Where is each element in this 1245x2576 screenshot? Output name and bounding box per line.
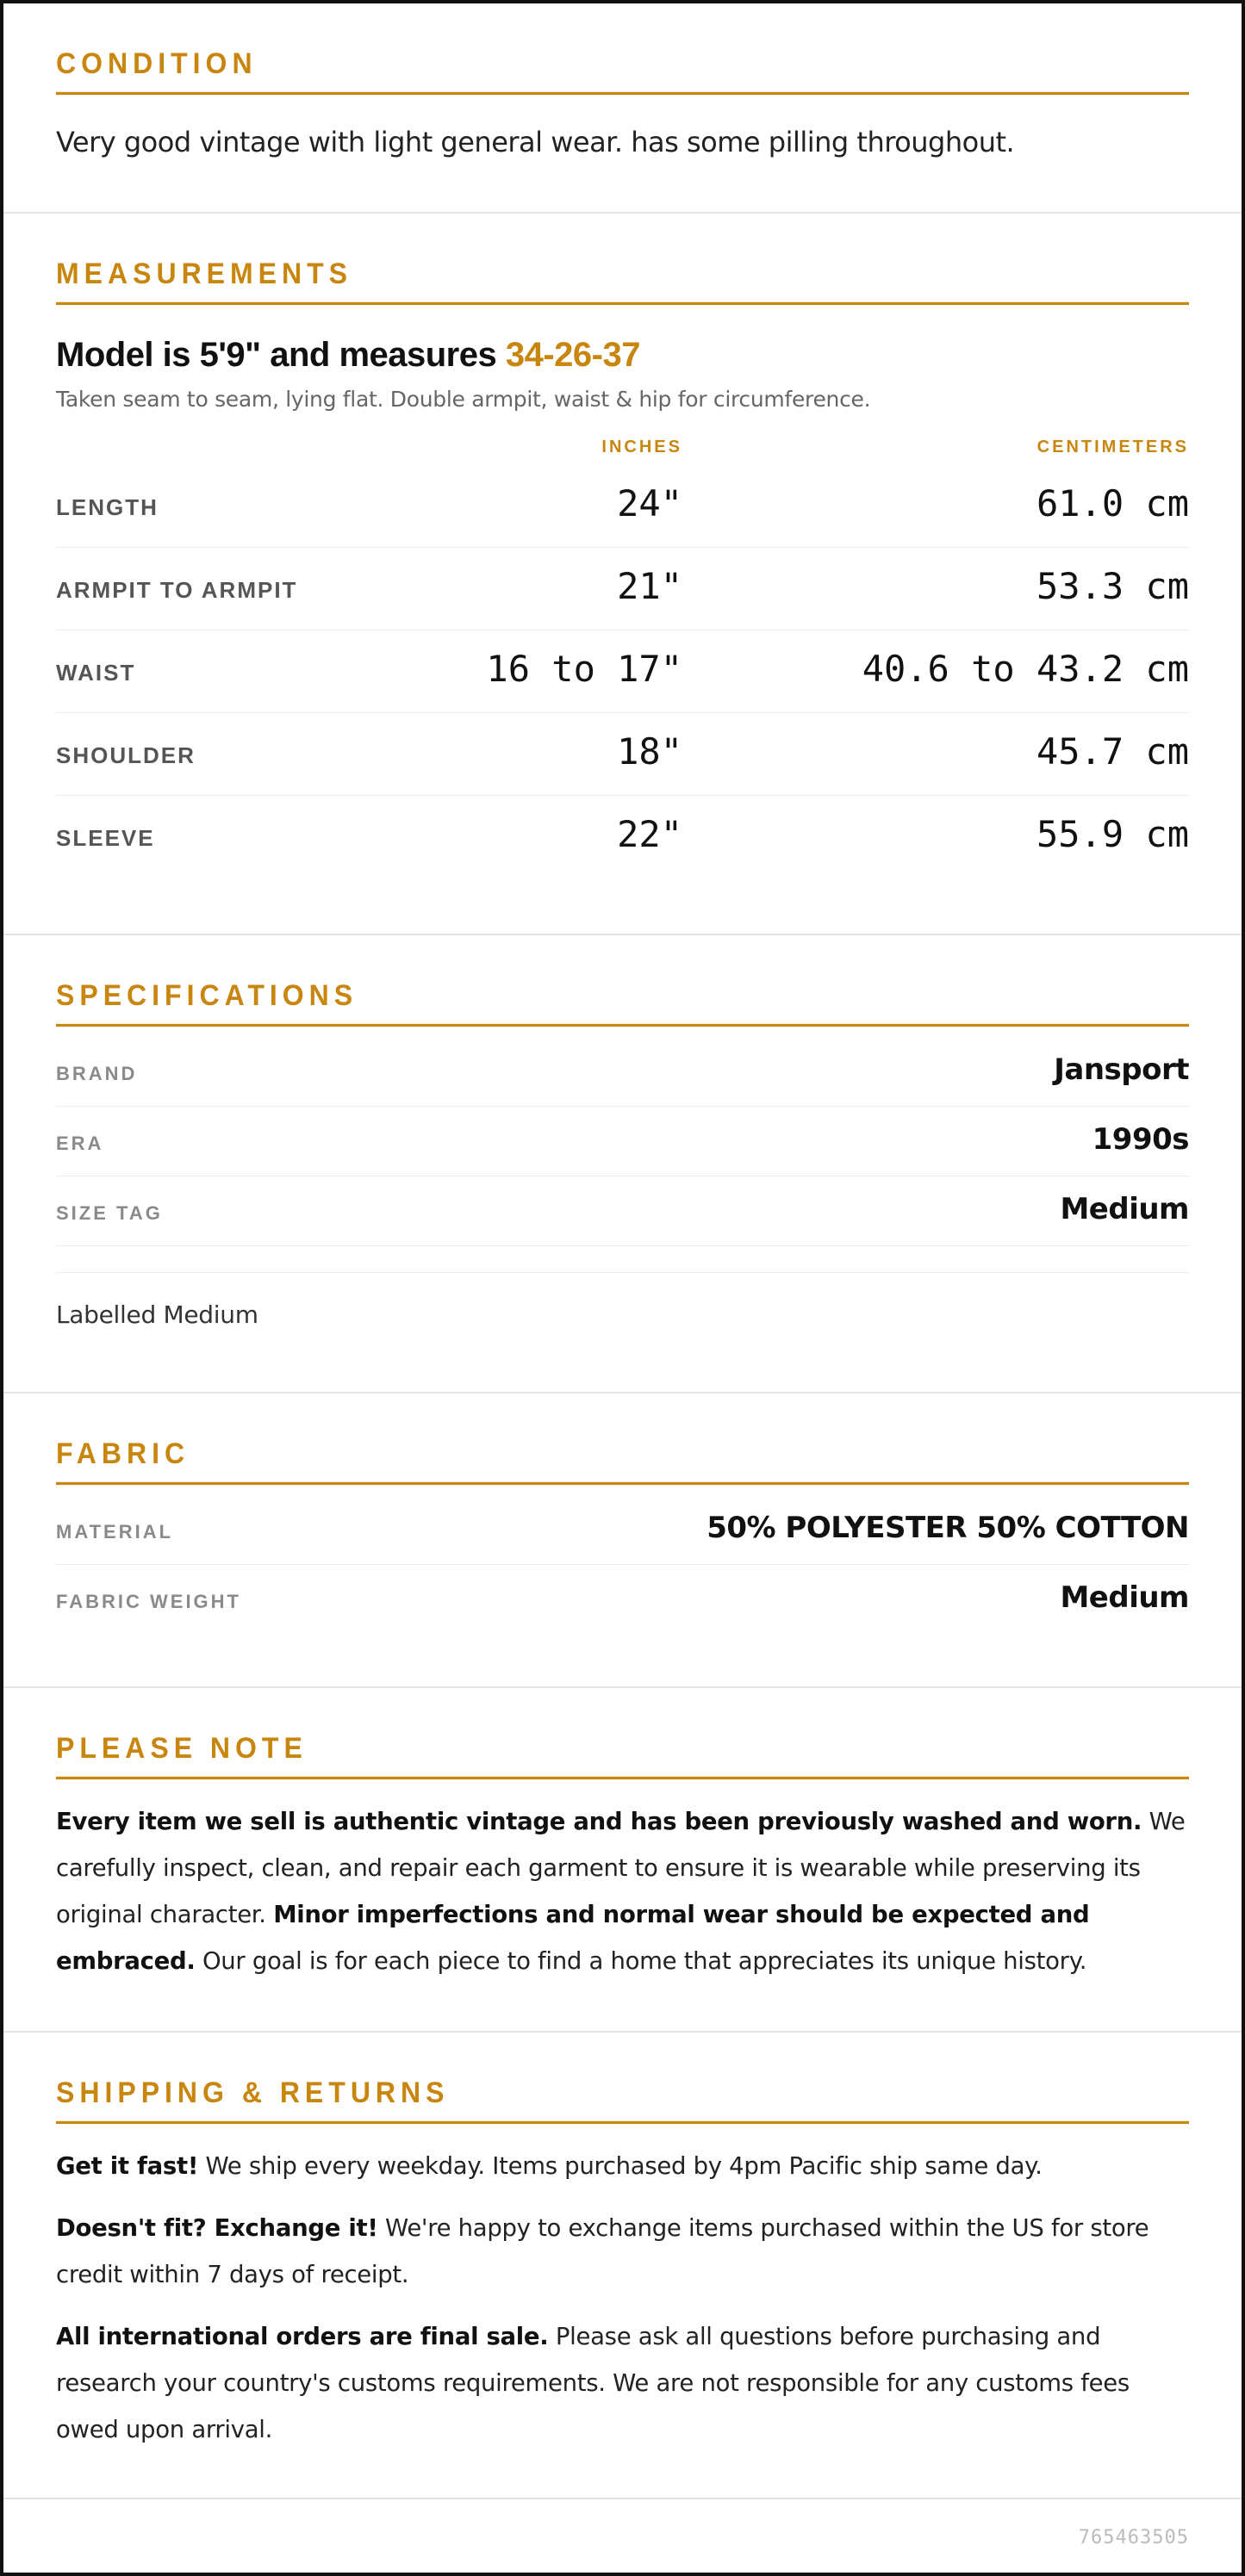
measurement-label: LENGTH <box>56 494 159 520</box>
measurement-inches: 21" <box>617 565 682 607</box>
shipping-fast-bold: Get it fast! <box>56 2152 199 2180</box>
please-note-section <box>3 1688 1242 2033</box>
measurement-label: SLEEVE <box>56 825 155 851</box>
specifications-heading: SPECIFICATIONS <box>56 978 1189 1027</box>
condition-heading: CONDITION <box>56 47 1189 95</box>
fabric-heading: FABRIC <box>56 1437 1189 1485</box>
spec-value: 1990s <box>1092 1122 1189 1157</box>
inches-column-header: INCHES <box>601 438 682 456</box>
fabric-section <box>3 1394 1242 1688</box>
measurement-table <box>56 465 1189 878</box>
fabric-value: 50% POLYESTER 50% COTTON <box>707 1511 1189 1545</box>
note-text-1: We carefully inspect, clean, and repair each garment to ensure it is wearable while preserving its original character. <box>56 1808 1186 1928</box>
shipping-paragraph-fast <box>56 2143 1189 2189</box>
measurement-label: ARMPIT TO ARMPIT <box>56 577 298 603</box>
shipping-exchange-text: We're happy to exchange items purchased within the US for store credit within 7 days of receipt. <box>56 2214 1149 2288</box>
shipping-fast-text: We ship every weekday. Items purchased by 4pm Pacific ship same day. <box>198 2152 1043 2180</box>
shipping-exchange-bold: Doesn't fit? Exchange it! <box>56 2214 378 2242</box>
note-bold-1: Every item we sell is authentic vintage and has been previously washed and worn. <box>56 1808 1142 1835</box>
shipping-paragraph-international <box>56 2313 1189 2453</box>
spec-row-size-tag <box>56 1176 1189 1246</box>
fabric-label: MATERIAL <box>56 1521 174 1542</box>
product-id: 765463505 <box>1078 2527 1189 2548</box>
model-measures-value: 34-26-37 <box>505 336 640 374</box>
spec-row-brand <box>56 1037 1189 1107</box>
spec-divider <box>56 1246 1189 1273</box>
note-bold-2: Minor imperfections and normal wear should be expected and embraced. <box>56 1901 1090 1975</box>
measurement-row-shoulder <box>56 713 1189 796</box>
spec-value: Jansport <box>1054 1052 1189 1087</box>
measurement-cm: 45.7 cm <box>1036 730 1189 773</box>
measurement-column-headers <box>56 425 1189 465</box>
spec-label: SIZE TAG <box>56 1202 163 1224</box>
measurement-cm: 53.3 cm <box>1036 565 1189 607</box>
measurement-label: SHOULDER <box>56 742 196 768</box>
condition-section <box>3 3 1242 214</box>
fabric-row-material <box>56 1495 1189 1565</box>
model-prefix: Model is 5'9" and measures <box>56 336 506 374</box>
measurement-inches: 18" <box>617 730 682 773</box>
measurements-heading: MEASUREMENTS <box>56 257 1189 305</box>
shipping-section <box>3 2033 1242 2499</box>
size-tag-note: Labelled Medium <box>56 1300 258 1329</box>
measurement-label: WAIST <box>56 660 136 686</box>
measurement-inches: 24" <box>617 482 682 525</box>
measurement-inches: 22" <box>617 813 682 855</box>
spec-label: ERA <box>56 1133 104 1154</box>
fabric-table <box>56 1495 1189 1634</box>
measurement-row-sleeve <box>56 796 1189 878</box>
measurement-inches: 16 to 17" <box>486 648 682 690</box>
shipping-international-text: Please ask all questions before purchasing and research your country's customs requirements. We are not responsible for any customs fees owed upon arrival. <box>56 2323 1130 2443</box>
measurement-cm: 55.9 cm <box>1036 813 1189 855</box>
shipping-international-bold: All international orders are final sale. <box>56 2323 549 2350</box>
measurement-row-waist <box>56 630 1189 713</box>
please-note-heading: PLEASE NOTE <box>56 1731 1189 1779</box>
please-note-text <box>56 1798 1189 1984</box>
measurement-cm: 61.0 cm <box>1036 482 1189 525</box>
measurements-section <box>3 214 1242 935</box>
specifications-table <box>56 1037 1189 1329</box>
centimeters-column-header: CENTIMETERS <box>1036 438 1189 456</box>
fabric-value: Medium <box>1060 1580 1189 1615</box>
measurement-method-note: Taken seam to seam, lying flat. Double armpit, waist & hip for circumference. <box>56 387 871 412</box>
note-text-2: Our goal is for each piece to find a home that appreciates its unique history. <box>195 1947 1087 1975</box>
measurement-row-armpit <box>56 548 1189 630</box>
model-measurements <box>56 336 1189 375</box>
spec-value: Medium <box>1060 1192 1189 1226</box>
fabric-row-weight <box>56 1565 1189 1634</box>
spec-label: BRAND <box>56 1063 138 1084</box>
fabric-label: FABRIC WEIGHT <box>56 1591 241 1612</box>
measurement-row-length <box>56 465 1189 548</box>
measurement-cm: 40.6 to 43.2 cm <box>862 648 1189 690</box>
shipping-heading: SHIPPING & RETURNS <box>56 2076 1189 2124</box>
condition-text: Very good vintage with light general wear. has some pilling throughout. <box>56 126 1015 158</box>
spec-row-era <box>56 1107 1189 1176</box>
specifications-section <box>3 935 1242 1394</box>
shipping-paragraph-exchange <box>56 2205 1189 2298</box>
